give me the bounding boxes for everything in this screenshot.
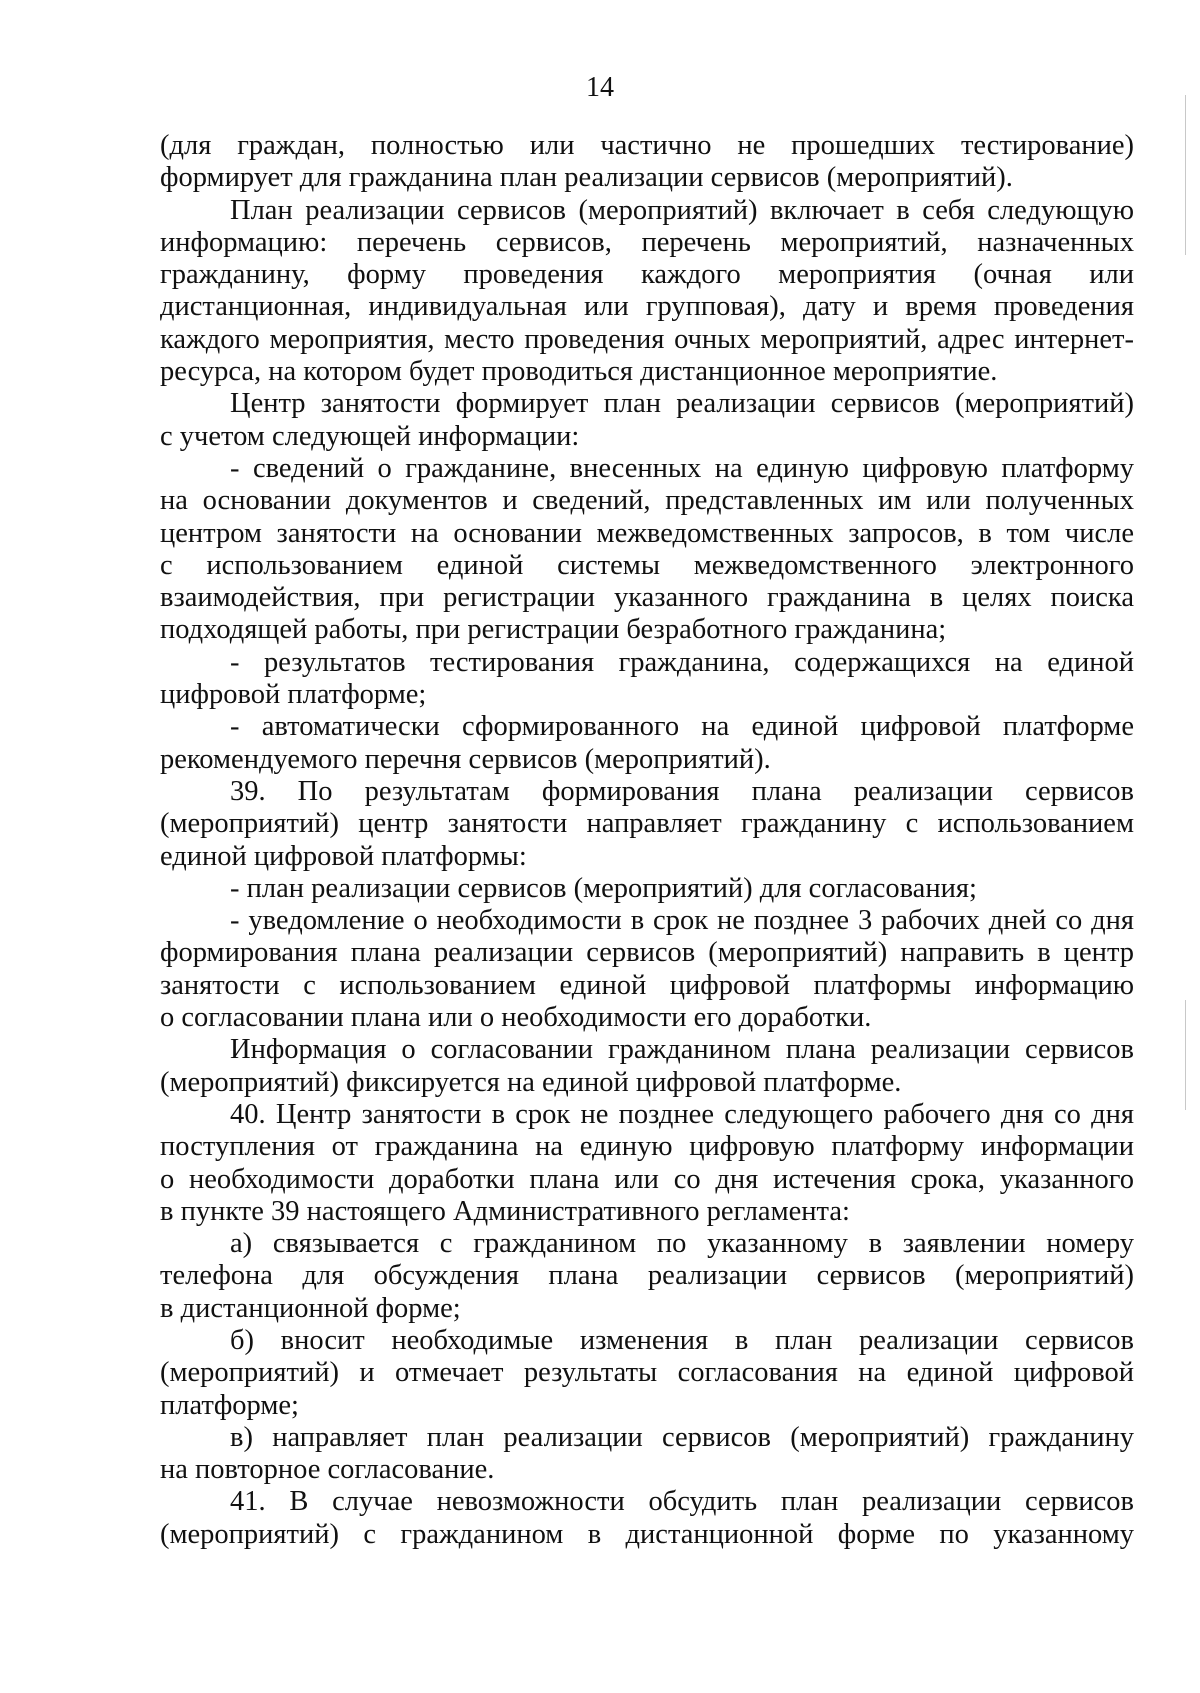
text-line: ресурса, на котором будет проводиться дистанционное мероприятие. <box>160 356 998 388</box>
page-number: 14 <box>586 72 614 103</box>
text-line: (для граждан, полностью или частично не прошедших тестирование) <box>160 130 1134 161</box>
text-line: - автоматически сформированного на единой цифровой платформе <box>230 711 1134 743</box>
text-line: 40. Центр занятости в срок не позднее следующего рабочего дня со дня <box>230 1098 1134 1130</box>
text-line: с использованием единой системы межведомственного электронного <box>160 549 1134 581</box>
text-line: каждого мероприятия, место проведения очных мероприятий, адрес интернет- <box>160 323 1134 355</box>
text-line: рекомендуемого перечня сервисов (мероприятий). <box>160 743 771 775</box>
text-line: 39. По результатам формирования плана реализации сервисов <box>230 775 1134 807</box>
text-line: в пункте 39 настоящего Административного регламента: <box>160 1195 850 1227</box>
text-line: Центр занятости формирует план реализации сервисов (мероприятий) <box>230 388 1134 420</box>
text-line: информацию: перечень сервисов, перечень мероприятий, назначенных <box>160 226 1134 258</box>
text-line: а) связывается с гражданином по указанному в заявлении номеру <box>230 1228 1134 1260</box>
text-line: дистанционная, индивидуальная или групповая), дату и время проведения <box>160 291 1134 323</box>
text-line: единой цифровой платформы: <box>160 840 527 872</box>
text-line: (мероприятий) и отмечает результаты согласования на единой цифровой <box>160 1357 1134 1389</box>
text-line: цифровой платформе; <box>160 679 427 711</box>
text-line: (мероприятий) с гражданином в дистанционной форме по указанному <box>160 1518 1134 1550</box>
scan-edge-mark <box>1185 95 1186 255</box>
text-line: подходящей работы, при регистрации безработного гражданина; <box>160 614 947 646</box>
text-line: о согласовании плана или о необходимости его доработки. <box>160 1002 872 1034</box>
text-line: в дистанционной форме; <box>160 1292 461 1324</box>
text-line: на основании документов и сведений, представленных им или полученных <box>160 485 1134 517</box>
text-line: телефона для обсуждения плана реализации сервисов (мероприятий) <box>160 1260 1134 1292</box>
text-line: платформе; <box>160 1389 299 1421</box>
text-line: План реализации сервисов (мероприятий) включает в себя следующую <box>230 194 1134 226</box>
text-line: 41. В случае невозможности обсудить план реализации сервисов <box>230 1486 1134 1518</box>
text-line: занятости с использованием единой цифровой платформы информацию <box>160 969 1134 1001</box>
text-line: центром занятости на основании межведомственных запросов, в том числе <box>160 517 1134 549</box>
text-line: с учетом следующей информации: <box>160 420 580 452</box>
text-line: в) направляет план реализации сервисов (мероприятий) гражданину <box>230 1421 1134 1453</box>
text-line: Информация о согласовании гражданином плана реализации сервисов <box>230 1034 1134 1066</box>
text-line: на повторное согласование. <box>160 1454 495 1486</box>
text-line: формирует для гражданина план реализации сервисов (мероприятий). <box>160 162 1013 194</box>
text-line: гражданину, форму проведения каждого мероприятия (очная или <box>160 259 1134 291</box>
text-line: - сведений о гражданине, внесенных на единую цифровую платформу <box>230 452 1134 484</box>
text-line: о необходимости доработки плана или со дня истечения срока, указанного <box>160 1163 1134 1195</box>
text-line: поступления от гражданина на единую цифровую платформу информации <box>160 1131 1134 1163</box>
text-line: - план реализации сервисов (мероприятий) для согласования; <box>230 872 977 904</box>
scan-edge-mark <box>1185 1000 1186 1110</box>
text-line: (мероприятий) центр занятости направляет гражданину с использованием <box>160 808 1134 840</box>
text-line: взаимодействия, при регистрации указанного гражданина в целях поиска <box>160 582 1134 614</box>
text-line: б) вносит необходимые изменения в план реализации сервисов <box>230 1324 1134 1356</box>
document-body <box>160 130 1134 1551</box>
text-line: формирования плана реализации сервисов (мероприятий) направить в центр <box>160 937 1134 969</box>
text-line: (мероприятий) фиксируется на единой цифровой платформе. <box>160 1066 902 1098</box>
text-line: - уведомление о необходимости в срок не позднее 3 рабочих дней со дня <box>230 905 1134 937</box>
text-line: - результатов тестирования гражданина, содержащихся на единой <box>230 646 1134 678</box>
